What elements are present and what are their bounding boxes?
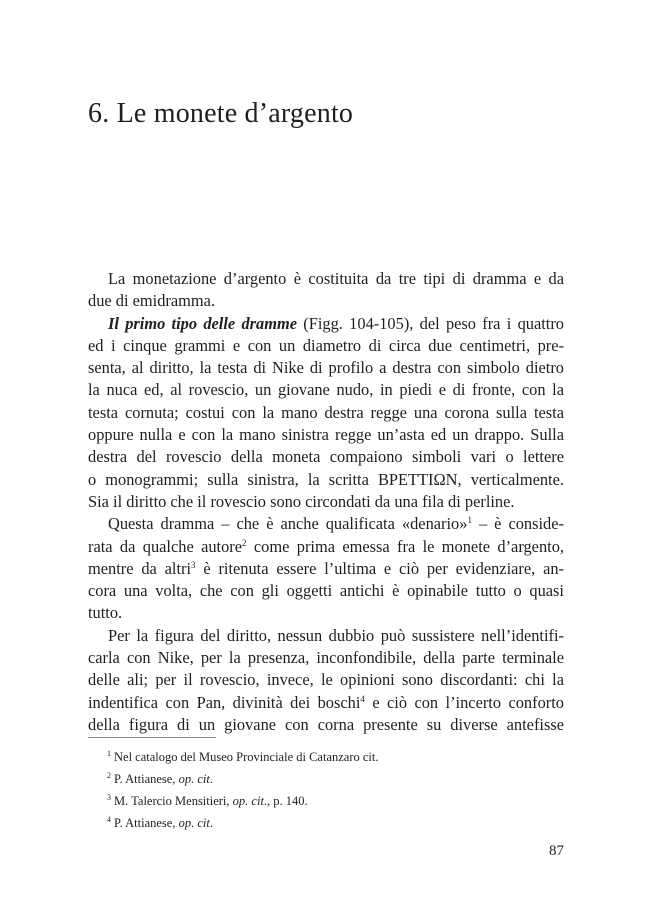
text-line: tutto. <box>88 603 123 623</box>
footnote-text: P. Attianese, <box>114 816 179 830</box>
text-line: o monogrammi; sulla sinistra, la scritta ΒΡΕΤΤΙΩΝ, verticalmente. <box>88 469 564 489</box>
footnote-text: . <box>209 816 213 830</box>
text-line: delle ali; per il rovescio, invece, le opinioni sono discordanti: chi la <box>88 670 564 690</box>
text-fragment: è ritenuta essere l’ultima e ciò per evidenziare, an- <box>195 558 564 578</box>
text-line: ed i cinque grammi e con un diametro di circa due centimetri, pre- <box>88 335 564 355</box>
text-line: carla con Nike, per la presenza, inconfondibile, della parte terminale <box>88 648 564 668</box>
footnote-text: ., p. 140. <box>263 794 308 808</box>
footnote-divider <box>88 737 216 738</box>
footnote-number: 3 <box>107 793 111 802</box>
text-fragment: come prima emessa fra le monete d’argento, <box>246 536 565 556</box>
footnote-text: M. Talercio Mensitieri, <box>114 794 233 808</box>
page-number: 87 <box>549 843 564 859</box>
footnote-italic: op. cit <box>178 772 210 786</box>
footnote <box>107 749 379 765</box>
footnote-ref[interactable]: 4 <box>360 693 365 704</box>
text-fragment: (Figg. 104-105), del peso fra i quattro <box>297 313 564 333</box>
footnote <box>107 793 308 809</box>
footnote <box>107 771 213 787</box>
text-line: la nuca ed, al rovescio, un giovane nudo, in piedi e di fronte, con la <box>88 380 564 400</box>
text-fragment: – è conside- <box>471 514 564 534</box>
footnote-italic: op. cit <box>232 794 264 808</box>
text-line: due di emidramma. <box>88 291 215 311</box>
footnote-ref[interactable]: 2 <box>242 537 247 548</box>
footnote-number: 1 <box>107 749 111 758</box>
footnote-number: 2 <box>107 771 111 780</box>
text-fragment: mentre da altri <box>88 558 192 578</box>
text-line: Per la figura del diritto, nessun dubbio può sussistere nell’identifi- <box>108 625 564 645</box>
text-line: Sia il diritto che il rovescio sono circondati da una fila di perline. <box>88 491 515 511</box>
footnote-ref[interactable]: 3 <box>191 559 196 570</box>
section-lead: Il primo tipo delle dramme <box>108 313 298 333</box>
footnote-ref[interactable]: 1 <box>467 515 472 526</box>
footnote-italic: op. cit <box>178 816 210 830</box>
text-line <box>88 558 564 580</box>
text-fragment: rata da qualche autore <box>88 536 243 556</box>
footnote-text: P. Attianese, <box>114 772 179 786</box>
footnote-text: . <box>209 772 213 786</box>
body-text <box>88 268 564 736</box>
text-line: testa cornuta; costui con la mano destra regge una corona sulla testa <box>88 402 564 422</box>
footnote-text: Nel catalogo del Museo Provinciale di Catanzaro cit. <box>114 750 379 764</box>
text-fragment: indentifica con Pan, divinità dei boschi <box>88 692 361 712</box>
text-line: senta, al diritto, la testa di Nike di profilo a destra con simbolo dietro <box>88 358 564 378</box>
chapter-title: 6. Le monete d’argento <box>88 98 354 129</box>
text-line: cora una volta, che con gli oggetti antichi è opinabile tutto o quasi <box>88 581 564 601</box>
text-line: della figura di un giovane con corna presente su diverse antefisse <box>88 714 564 734</box>
text-line <box>88 513 564 535</box>
text-line <box>88 313 564 335</box>
footnote-number: 4 <box>107 815 111 824</box>
text-line: destra del rovescio della moneta compaiono simboli vari o lettere <box>88 447 564 467</box>
text-line <box>88 692 564 714</box>
text-line <box>88 536 564 558</box>
text-line: La monetazione d’argento è costituita da tre tipi di dramma e da <box>108 269 564 288</box>
text-fragment: e ciò con l’incerto conforto <box>364 692 564 712</box>
footnote <box>107 815 213 831</box>
text-fragment: Questa dramma – che è anche qualificata «denario» <box>108 514 468 534</box>
text-line: oppure nulla e con la mano sinistra regge un’asta ed un drappo. Sulla <box>88 425 564 445</box>
